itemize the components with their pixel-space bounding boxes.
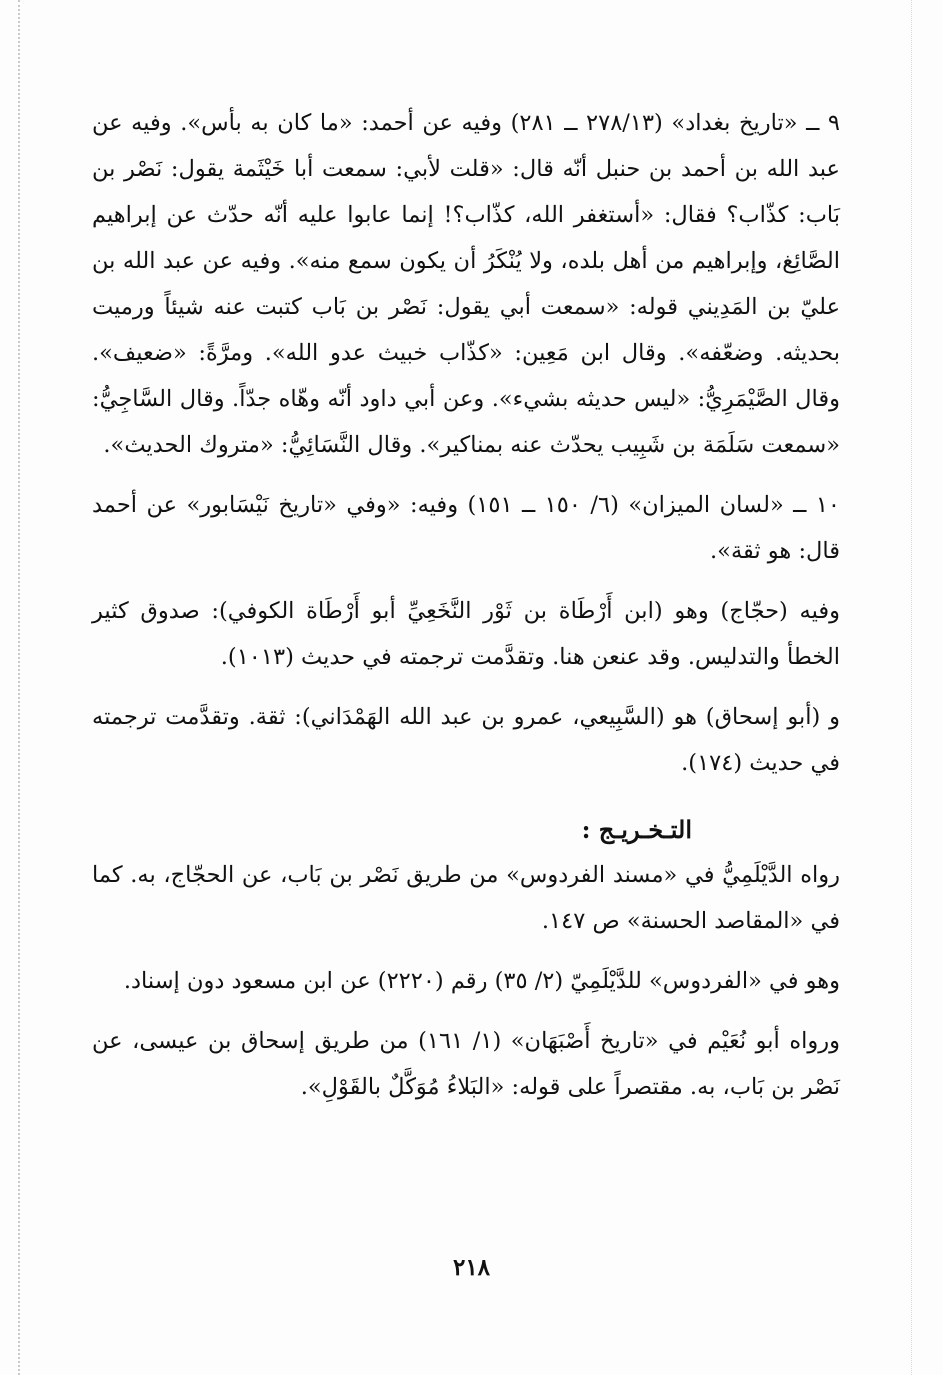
paragraph-10-lisan-al-mizan: ١٠ ــ «لسان الميزان» (٦/ ١٥٠ ــ ١٥١) وفيه: «وفي «تاريخ نَيْسَابور» عن أحمد قال: هو ثقة». xyxy=(92,492,840,564)
page-body xyxy=(92,100,840,1124)
paragraph-abu-nuaym: ورواه أبو نُعَيْم في «تاريخ أَصْبَهَان» (١/ ١٦١) من طريق إسحاق بن عيسى، عن نَصْر بن بَاب، به. مقتصراً على قوله: «البَلاءُ مُوَكَّلٌ بالقَوْلِ». xyxy=(92,1028,840,1100)
scan-edge-right xyxy=(911,0,913,1375)
section-heading-takhrij: التـخـريـج : xyxy=(581,815,692,844)
paragraph-abu-ishaq: و (أبو إسحاق) هو (السَّبِيعي، عمرو بن عبد الله الهَمْدَاني): ثقة. وتقدَّمت ترجمته في حديث (١٧٤). xyxy=(92,704,840,776)
page-number: ٢١٨ xyxy=(452,1254,491,1281)
scan-edge-left xyxy=(18,0,21,1375)
paragraph-daylami-musnad: رواه الدَّيْلَمِيُّ في «مسند الفردوس» من طريق نَصْر بن بَاب، عن الحجّاج، به. كما في «المقاصد الحسنة» ص ١٤٧. xyxy=(92,862,840,934)
paragraph-9-tarikh-baghdad: ٩ ــ «تاريخ بغداد» (٢٧٨/١٣ ــ ٢٨١) وفيه عن أحمد: «ما كان به بأس». وفيه عن عبد الله بن أحمد بن حنبل أنّه قال: «قلت لأبي: سمعت أبا خَيْثَمة يقول: نَصْر بن بَاب: كذّاب؟ فقال: «أستغفر الله، كذّاب؟! إنما عابوا عليه أنّه حدّث عن إبراهيم الصَّائِغ، وإبراهيم من أهل بلده، ولا يُنْكَرُ أن يكون سمع منه». وفيه عن عبد الله بن عليّ بن المَدِيني قوله: «سمعت أبي يقول: نَصْر بن بَاب كتبت عنه شيئاً ورميت بحديثه. وضعّفه». وقال ابن مَعِين: «كذّاب خبيث عدو الله». ومرَّةً: «ضعيف». وقال الصَّيْمَرِيُّ: «ليس حديثه بشيء». وعن أبي داود أنّه وهّاه جدّاً. وقال السَّاجِيُّ: «سمعت سَلَمَة بن شَبِيب يحدّث عنه بمناكير». وقال النَّسَائِيُّ: «متروك الحديث». xyxy=(92,110,840,458)
paragraph-hajjaj: وفيه (حجّاج) وهو (ابن أَرْطَاة بن ثَوْر النَّخَعِيِّ أبو أَرْطَاة الكوفي): صدوق كثير الخطأ والتدليس. وقد عنعن هنا. وتقدَّمت ترجمته في حديث (١٠١٣). xyxy=(92,598,840,670)
paragraph-firdaws: وهو في «الفردوس» للدَّيْلَمِيّ (٢/ ٣٥) رقم (٢٢٢٠) عن ابن مسعود دون إسناد. xyxy=(123,968,840,994)
